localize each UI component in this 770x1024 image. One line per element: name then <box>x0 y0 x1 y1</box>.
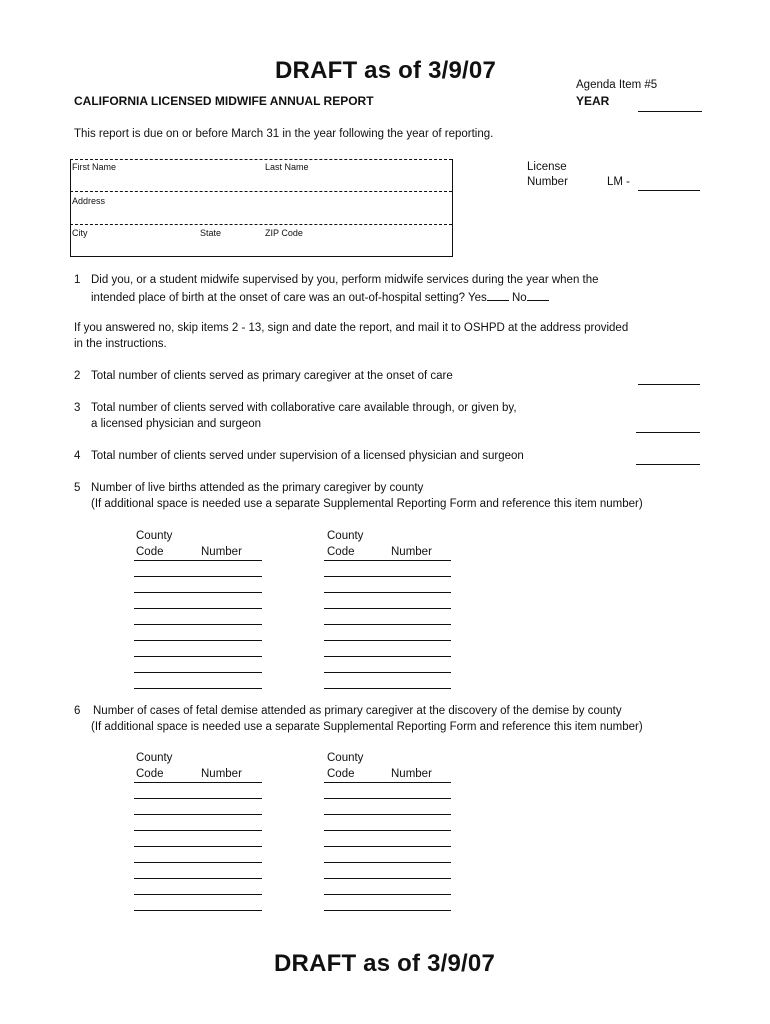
item-5-left-row-7[interactable] <box>134 672 262 673</box>
item-6-right-row-7[interactable] <box>324 894 451 895</box>
item-6-right-row-6[interactable] <box>324 878 451 879</box>
year-label: YEAR <box>576 94 610 108</box>
item-5-text-line2: (If additional space is needed use a separate Supplemental Reporting Form and reference this item number) <box>91 498 643 510</box>
item-5-right-row-7[interactable] <box>324 672 451 673</box>
yes-field[interactable] <box>487 290 509 301</box>
item-5-right-row-2[interactable] <box>324 592 451 593</box>
item-6-left-row-6[interactable] <box>134 878 262 879</box>
item-6-right-county-header: County <box>327 752 364 764</box>
item-5-right-header-rule <box>324 560 451 561</box>
box-bottom-border <box>70 256 452 257</box>
item-4-text: Total number of clients served under supervision of a licensed physician and surgeon <box>91 450 524 462</box>
city-label: City <box>72 228 88 238</box>
skip-instruction-line1: If you answered no, skip items 2 - 13, sign and date the report, and mail it to OSHPD at the address provided <box>74 322 629 334</box>
item-5-number: 5 <box>74 482 81 494</box>
item-5-right-row-4[interactable] <box>324 624 451 625</box>
item-5-right-row-5[interactable] <box>324 640 451 641</box>
item-6-left-row-2[interactable] <box>134 814 262 815</box>
item-6-right-row-3[interactable] <box>324 830 451 831</box>
lm-prefix: LM - <box>607 176 630 188</box>
license-label: License <box>527 161 567 173</box>
box-top-border <box>70 159 452 160</box>
item-6-number: 6 <box>74 705 81 717</box>
box-left-border <box>70 159 71 257</box>
item-5-left-header-rule <box>134 560 262 561</box>
item-5-right-row-6[interactable] <box>324 656 451 657</box>
license-number-field[interactable] <box>638 190 700 191</box>
address-label: Address <box>72 196 106 206</box>
item-5-left-county-header: County <box>136 530 173 542</box>
item-6-left-row-1[interactable] <box>134 798 262 799</box>
item-3-text-line1: Total number of clients served with collaborative care available through, or given by, <box>91 402 517 414</box>
item-4-field[interactable] <box>636 464 700 465</box>
item-6-left-county-header: County <box>136 752 173 764</box>
item-5-left-row-5[interactable] <box>134 640 262 641</box>
due-note: This report is due on or before March 31 in the year following the year of reporting. <box>74 128 494 140</box>
item-5-text-line1: Number of live births attended as the primary caregiver by county <box>91 482 424 494</box>
item-4-number: 4 <box>74 450 81 462</box>
yes-label: Yes <box>468 292 487 304</box>
item-6-right-header-rule <box>324 782 451 783</box>
draft-stamp-bottom: DRAFT as of 3/9/07 <box>274 950 495 977</box>
item-6-text-line2: (If additional space is needed use a separate Supplemental Reporting Form and reference this item number) <box>91 721 643 733</box>
item-1-text-line1: Did you, or a student midwife supervised by you, perform midwife services during the year when the <box>91 274 599 286</box>
state-label: State <box>200 228 222 238</box>
item-5-left-code-header: Code <box>136 546 164 558</box>
item-6-left-header-rule <box>134 782 262 783</box>
item-5-right-row-3[interactable] <box>324 608 451 609</box>
item-6-left-number-header: Number <box>201 768 242 780</box>
no-label: No <box>511 292 527 304</box>
item-3-field[interactable] <box>636 432 700 433</box>
form-title: CALIFORNIA LICENSED MIDWIFE ANNUAL REPORT <box>74 94 374 108</box>
item-1-text-line2: intended place of birth at the onset of care was an out-of-hospital setting? Yes No <box>91 290 549 304</box>
box-divider-2 <box>70 224 452 225</box>
item-5-left-row-1[interactable] <box>134 576 262 577</box>
item-5-right-row-8[interactable] <box>324 688 451 689</box>
item-5-right-code-header: Code <box>327 546 355 558</box>
item-5-right-row-1[interactable] <box>324 576 451 577</box>
item-5-left-row-8[interactable] <box>134 688 262 689</box>
item-5-left-row-6[interactable] <box>134 656 262 657</box>
first-name-label: First Name <box>72 162 117 172</box>
box-divider-1 <box>70 191 452 192</box>
item-5-left-row-2[interactable] <box>134 592 262 593</box>
item-2-number: 2 <box>74 370 81 382</box>
zip-label: ZIP Code <box>265 228 303 238</box>
no-field[interactable] <box>527 290 549 301</box>
item-3-number: 3 <box>74 402 81 414</box>
item-6-right-number-header: Number <box>391 768 432 780</box>
skip-instruction-line2: in the instructions. <box>74 338 167 350</box>
license-number-label: Number <box>527 176 568 188</box>
item-2-text: Total number of clients served as primary caregiver at the onset of care <box>91 370 453 382</box>
item-6-right-row-2[interactable] <box>324 814 451 815</box>
agenda-item: Agenda Item #5 <box>576 79 658 91</box>
item-6-left-code-header: Code <box>136 768 164 780</box>
item-5-left-row-3[interactable] <box>134 608 262 609</box>
item-2-field[interactable] <box>638 384 700 385</box>
item-6-right-row-5[interactable] <box>324 862 451 863</box>
item-6-left-row-4[interactable] <box>134 846 262 847</box>
draft-stamp-top: DRAFT as of 3/9/07 <box>275 57 496 84</box>
item-5-right-county-header: County <box>327 530 364 542</box>
item-6-right-row-4[interactable] <box>324 846 451 847</box>
year-field[interactable] <box>638 111 702 112</box>
item-6-text-line1: Number of cases of fetal demise attended as primary caregiver at the discovery of the demise by county <box>93 705 622 717</box>
item-3-text-line2: a licensed physician and surgeon <box>91 418 262 430</box>
item-6-right-row-8[interactable] <box>324 910 451 911</box>
item-1-number: 1 <box>74 274 81 286</box>
item-6-left-row-7[interactable] <box>134 894 262 895</box>
item-5-right-number-header: Number <box>391 546 432 558</box>
item-6-left-row-8[interactable] <box>134 910 262 911</box>
item-6-right-code-header: Code <box>327 768 355 780</box>
item-5-left-row-4[interactable] <box>134 624 262 625</box>
item-6-right-row-1[interactable] <box>324 798 451 799</box>
box-right-border <box>452 159 453 257</box>
item-6-left-row-5[interactable] <box>134 862 262 863</box>
last-name-label: Last Name <box>265 162 309 172</box>
item-6-left-row-3[interactable] <box>134 830 262 831</box>
item-5-left-number-header: Number <box>201 546 242 558</box>
